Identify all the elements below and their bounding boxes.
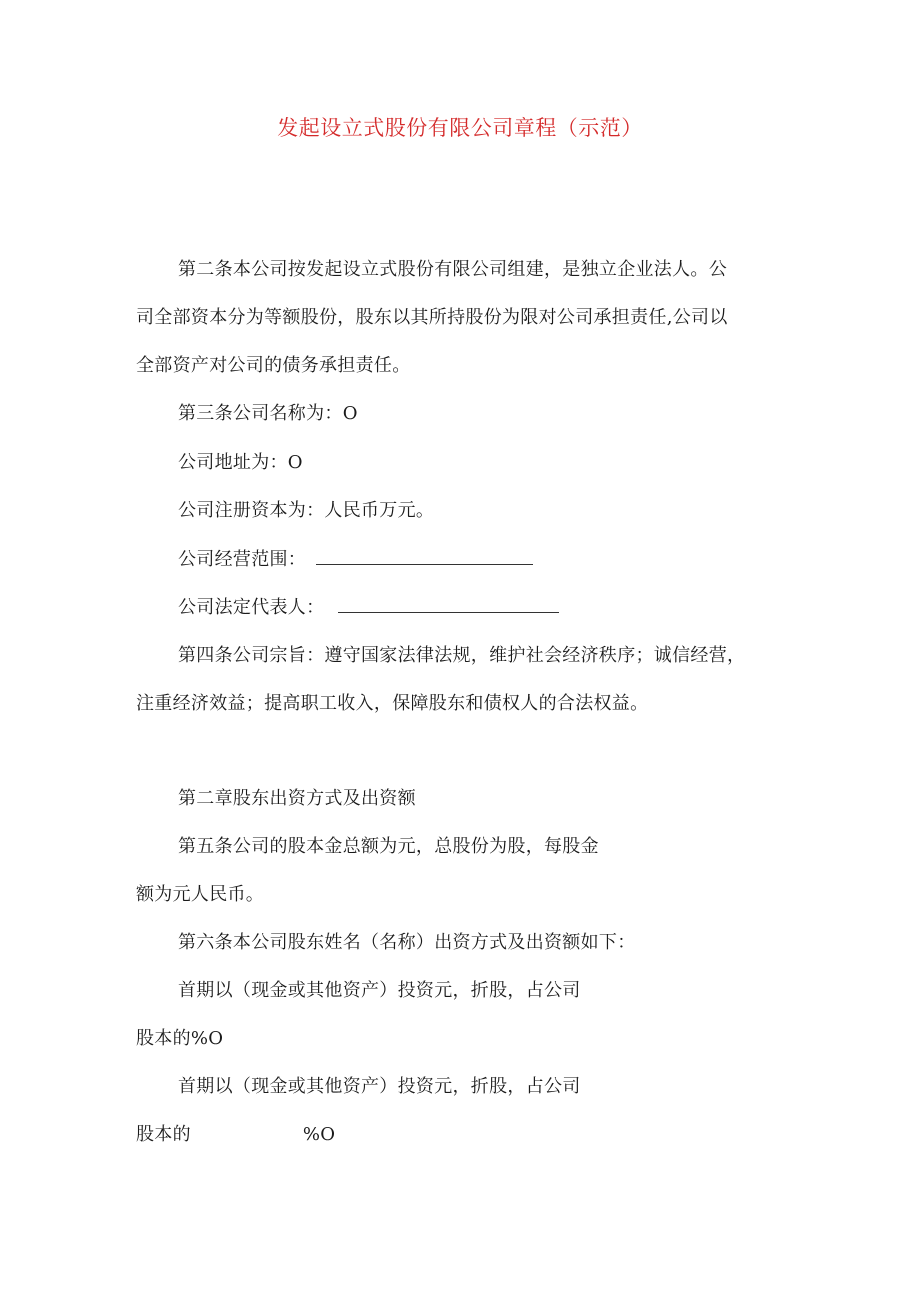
- chapter-2-heading: 第二章股东出资方式及出资额: [178, 788, 416, 809]
- article-3-registered-capital: 公司注册资本为：人民币万元。: [178, 500, 435, 521]
- article-3-company-name: 第三条公司名称为：O: [178, 403, 358, 424]
- article-2-line-1: 第二条本公司按发起设立式股份有限公司组建，是独立企业法人。公: [178, 259, 727, 280]
- article-3-company-address: 公司地址为：O: [178, 452, 303, 473]
- legal-representative-label: 公司法定代表人：: [178, 597, 325, 618]
- item-2-share-percent: %O: [302, 1124, 336, 1145]
- article-4-line-2: 注重经济效益；提高职工收入，保障股东和债权人的合法权益。: [136, 693, 649, 714]
- article-6-item-2-line-2: [136, 1122, 335, 1148]
- article-6-line-1: 第六条本公司股东姓名（名称）出资方式及出资额如下：: [178, 932, 636, 953]
- document-title: 发起设立式股份有限公司章程（示范）: [277, 116, 643, 140]
- legal-representative-blank: [338, 594, 559, 613]
- business-scope-blank: [316, 546, 533, 565]
- article-3-business-scope: [178, 546, 533, 573]
- business-scope-label: 公司经营范围：: [178, 549, 307, 570]
- article-6-item-1-line-1: 首期以（现金或其他资产）投资元，折股，占公司: [178, 980, 581, 1001]
- article-2-line-3: 全部资产对公司的债务承担责任。: [136, 355, 411, 376]
- article-3-legal-representative: [178, 594, 559, 621]
- item-2-share-label: 股本的: [136, 1124, 191, 1145]
- article-2-line-2: 司全部资本分为等额股份，股东以其所持股份为限对公司承担责任,公司以: [136, 307, 728, 328]
- article-5-line-1: 第五条公司的股本金总额为元，总股份为股，每股金: [178, 836, 599, 857]
- article-4-line-1: 第四条公司宗旨：遵守国家法律法规，维护社会经济秩序；诚信经营，: [178, 645, 746, 666]
- article-5-line-2: 额为元人民币。: [136, 884, 265, 905]
- article-6-item-1-line-2: 股本的%O: [136, 1028, 224, 1049]
- article-6-item-2-line-1: 首期以（现金或其他资产）投资元，折股，占公司: [178, 1076, 581, 1097]
